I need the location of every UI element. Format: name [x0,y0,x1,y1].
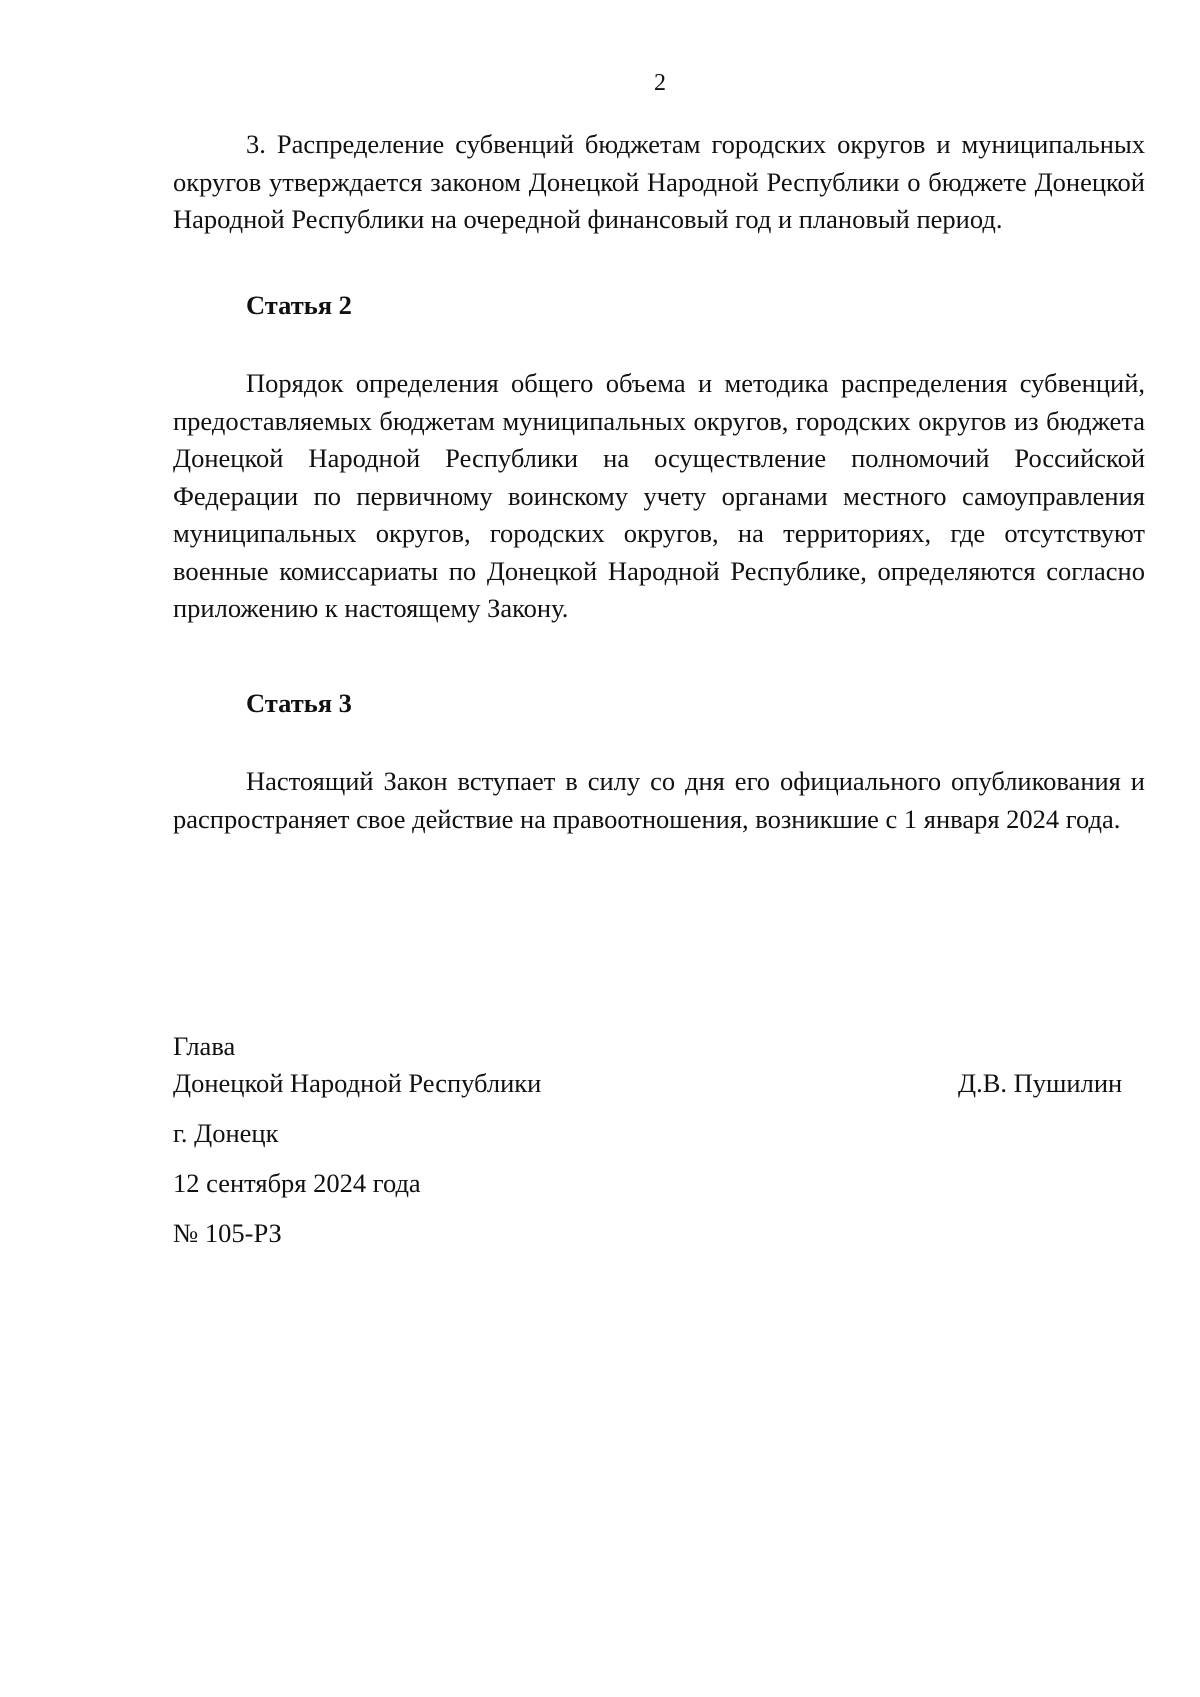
article2-paragraph: Порядок определения общего объема и методика распределения субвенций, предоставляемых бюджетам муниципальных округов, городских округов из бюджета Донецкой Народной Республики на осуществление полномочий Российской Федерации по первичному воинскому учету органами местного самоуправления муниципальных округов, городских округов, на территориях, где отсутствуют военные комиссариаты по Донецкой Народной Республике, определяются согласно приложению к настоящему Закону. [173,368,1145,623]
signature-title-line2: Донецкой Народной Республики [173,1068,542,1098]
signature-title-line1: Глава [173,1031,236,1061]
article1-paragraph3: 3. Распределение субвенций бюджетам городских округов и муниципальных округов утверждается законом Донецкой Народной Республики о бюджете Донецкой Народной Республики на очередной финансовый год и плановый период. [173,129,1145,234]
page-number: 2 [654,70,666,96]
article3-body-block [173,763,1145,838]
article3-paragraph: Настоящий Закон вступает в силу со дня его официального опубликования и распространяет свое действие на правоотношения, возникшие с 1 января 2024 года. [173,766,1145,834]
law-number: № 105-РЗ [173,1218,282,1248]
article3-heading: Статья 3 [246,688,352,718]
article2-heading: Статья 2 [246,290,352,320]
article1-paragraph3-block [173,126,1145,239]
article2-body-block [173,365,1145,628]
signatory-name: Д.В. Пушилин [958,1068,1123,1098]
signature-city: г. Донецк [173,1118,279,1148]
signature-date: 12 сентября 2024 года [173,1168,421,1198]
